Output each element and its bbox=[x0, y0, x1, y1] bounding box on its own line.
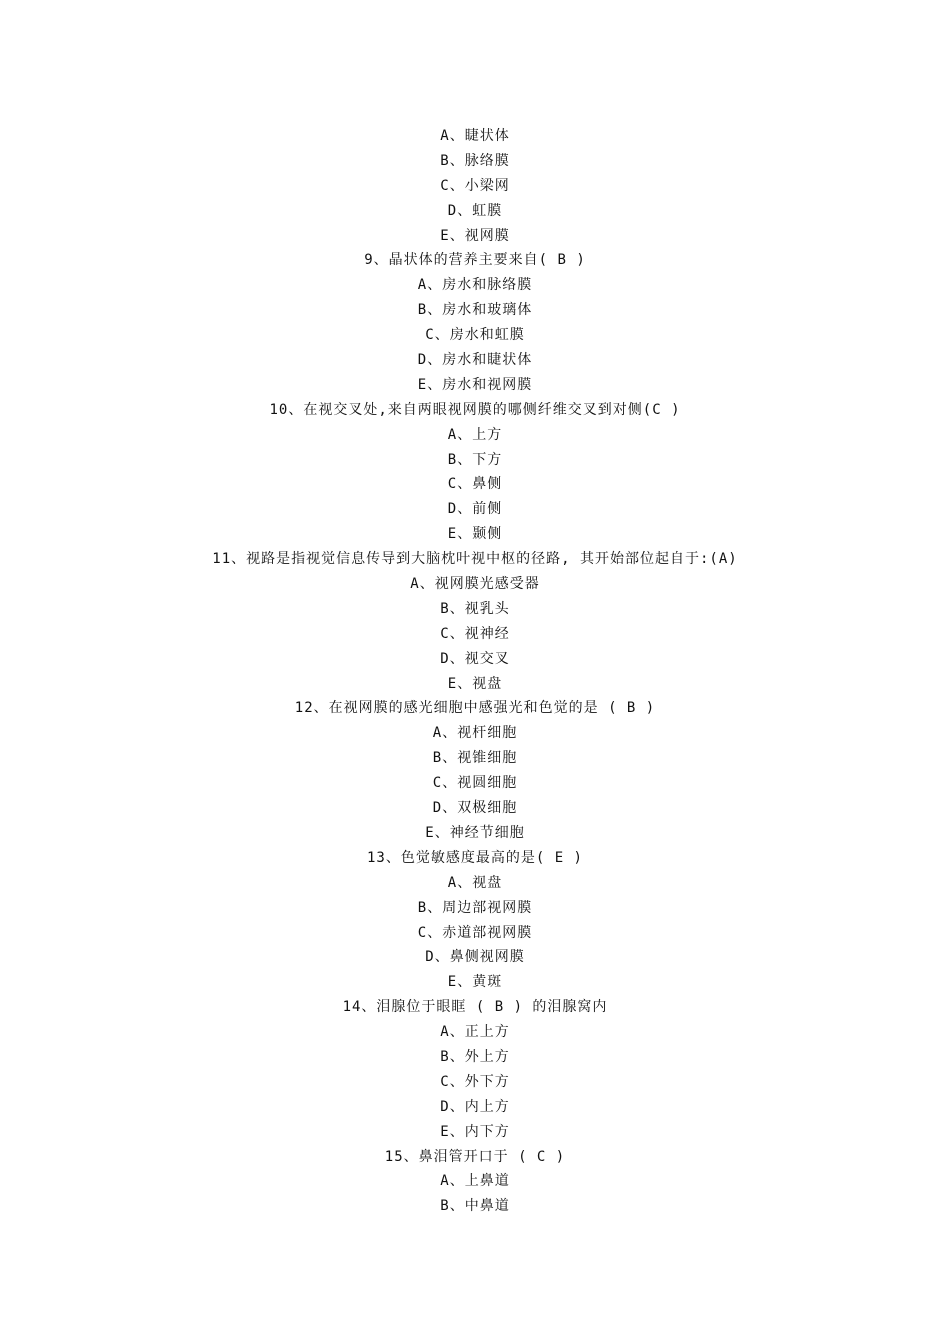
answer-option: E、内下方 bbox=[440, 1123, 510, 1140]
answer-option: D、双极细胞 bbox=[432, 800, 518, 817]
answer-option: C、房水和虹膜 bbox=[425, 327, 525, 344]
document-page bbox=[0, 124, 950, 1219]
answer-option: A、睫状体 bbox=[440, 128, 510, 144]
answer-option: E、视网膜 bbox=[440, 227, 510, 244]
answer-option: D、房水和睫状体 bbox=[417, 352, 533, 369]
answer-option: C、小梁网 bbox=[440, 177, 510, 194]
answer-option: A、视杆细胞 bbox=[432, 725, 518, 742]
answer-option: E、黄斑 bbox=[447, 974, 503, 991]
answer-option: A、房水和脉络膜 bbox=[417, 277, 533, 294]
question-line: 10、在视交叉处,来自两眼视网膜的哪侧纤维交叉到对侧(C ) bbox=[269, 401, 681, 418]
question-line: 9、晶状体的营养主要来自( B ) bbox=[364, 252, 586, 269]
answer-option: C、鼻侧 bbox=[447, 476, 503, 493]
answer-option: B、房水和玻璃体 bbox=[417, 302, 533, 319]
answer-option: D、虹膜 bbox=[447, 202, 503, 219]
answer-option: E、房水和视网膜 bbox=[417, 376, 533, 393]
answer-option: B、脉络膜 bbox=[440, 152, 510, 169]
answer-option: A、视网膜光感受器 bbox=[410, 576, 540, 593]
question-line: 13、色觉敏感度最高的是( E ) bbox=[366, 849, 583, 866]
answer-option: A、上方 bbox=[447, 426, 503, 443]
answer-option: D、内上方 bbox=[440, 1098, 510, 1115]
answer-option: C、外下方 bbox=[440, 1073, 510, 1090]
question-line: 15、鼻泪管开口于 ( C ) bbox=[384, 1148, 566, 1165]
answer-option: D、视交叉 bbox=[440, 650, 510, 667]
answer-option: D、鼻侧视网膜 bbox=[425, 949, 525, 966]
answer-option: E、神经节细胞 bbox=[425, 824, 525, 841]
question-line: 11、视路是指视觉信息传导到大脑枕叶视中枢的径路, 其开始部位起自于:(A) bbox=[212, 551, 738, 568]
question-line: 14、泪腺位于眼眶 ( B ) 的泪腺窝内 bbox=[342, 999, 608, 1016]
answer-option: B、视乳头 bbox=[440, 600, 510, 617]
answer-option: C、赤道部视网膜 bbox=[417, 924, 533, 941]
answer-option: A、视盘 bbox=[447, 874, 503, 891]
answer-option: C、视神经 bbox=[440, 625, 510, 642]
answer-option: B、中鼻道 bbox=[440, 1198, 510, 1215]
answer-option: A、正上方 bbox=[440, 1024, 510, 1041]
answer-option: B、下方 bbox=[447, 451, 503, 468]
question-line: 12、在视网膜的感光细胞中感强光和色觉的是 ( B ) bbox=[294, 700, 656, 717]
answer-option: A、上鼻道 bbox=[440, 1173, 510, 1190]
answer-option: B、周边部视网膜 bbox=[417, 899, 533, 916]
answer-option: E、颞侧 bbox=[447, 526, 503, 543]
answer-option: D、前侧 bbox=[447, 501, 503, 518]
answer-option: E、视盘 bbox=[447, 675, 503, 692]
answer-option: B、外上方 bbox=[440, 1048, 510, 1065]
answer-option: C、视圆细胞 bbox=[432, 775, 518, 792]
answer-option: B、视锥细胞 bbox=[432, 750, 518, 767]
